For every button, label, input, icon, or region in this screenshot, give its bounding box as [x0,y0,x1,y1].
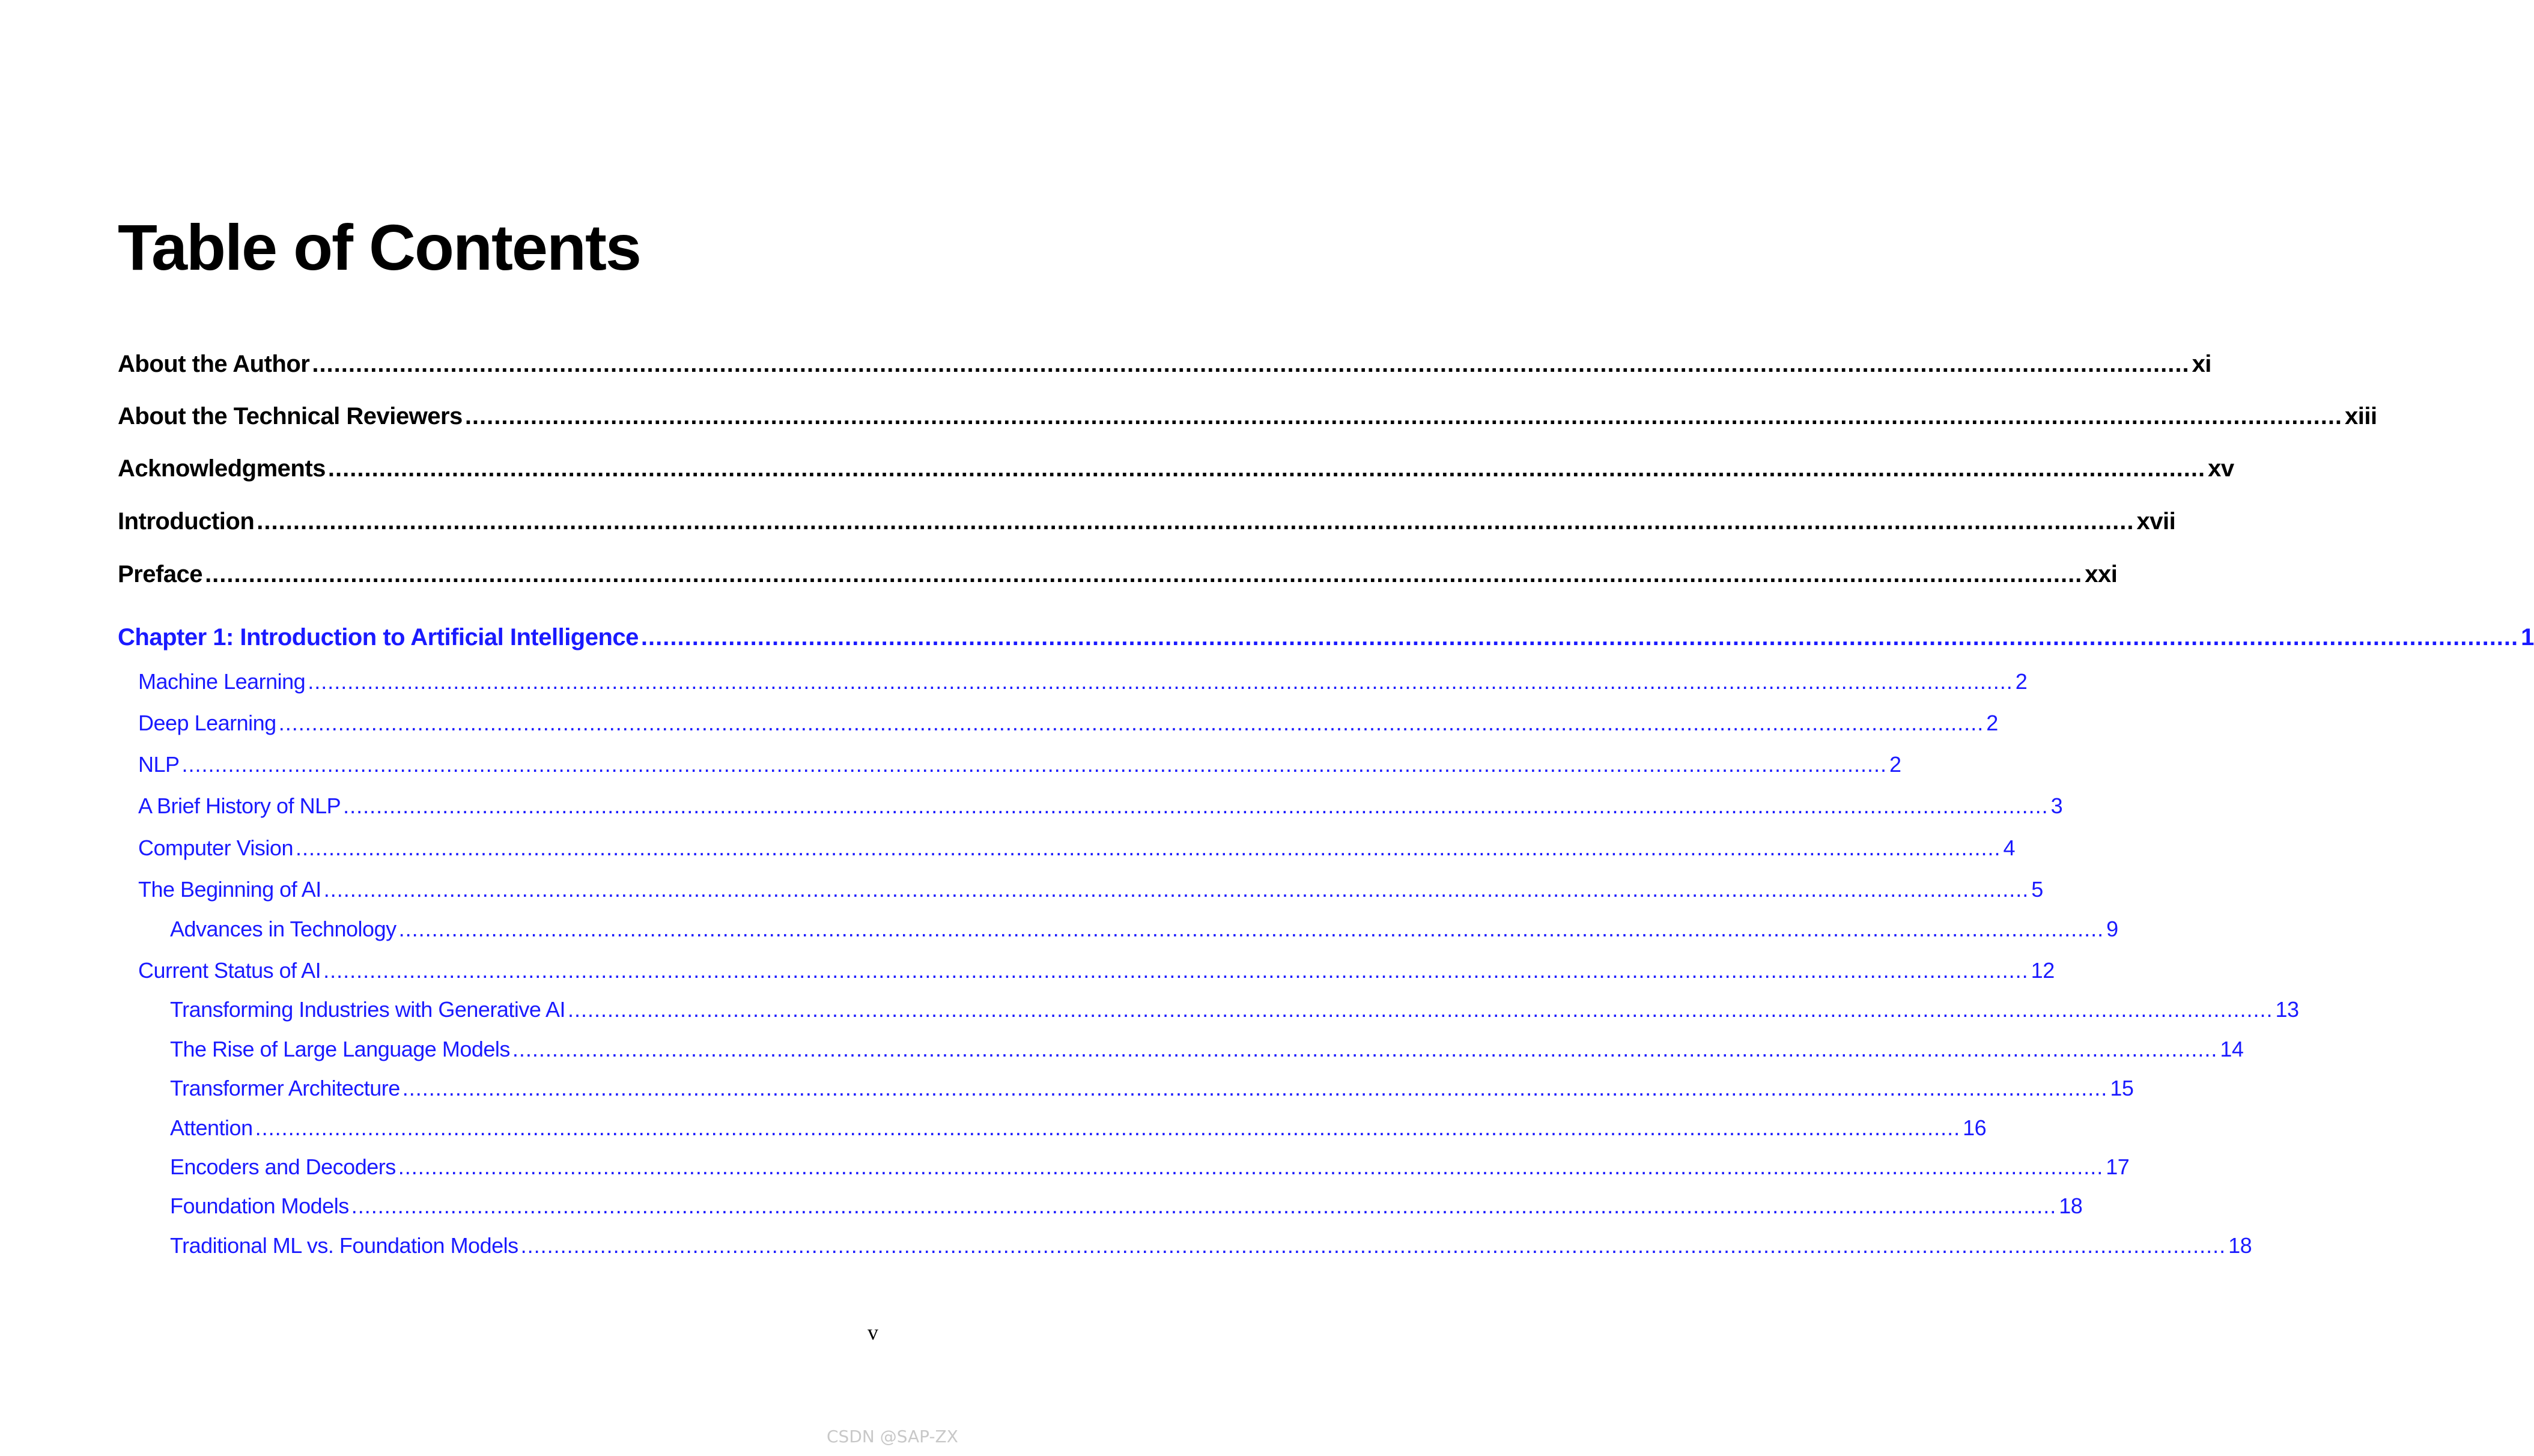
toc-entry-label: Machine Learning [138,669,306,694]
toc-entry-label: Introduction [118,508,255,535]
toc-subsection-link[interactable] [170,1154,2130,1179]
toc-entry-label: Current Status of AI [138,958,321,983]
toc-entry-label: Acknowledgments [118,455,326,482]
dot-leader: .................................................................................................................................................................................................................................................................. [512,1037,2218,1061]
toc-entry-label: About the Technical Reviewers [118,403,463,429]
toc-entry-label: Transforming Industries with Generative AI [170,997,565,1022]
dot-leader: .................................................................................................................................................................................................................................................................. [308,669,2013,694]
toc-subsection-link[interactable] [170,1194,2083,1218]
toc-entry-page: 4 [2003,836,2016,860]
toc-entry-label: Foundation Models [170,1194,349,1218]
dot-leader: .................................................................................................................................................................................................................................................................. [312,351,2190,377]
dot-leader: .................................................................................................................................................................................................................................................................. [343,793,2049,818]
dot-leader: .................................................................................................................................................................................................................................................................. [323,877,2029,902]
toc-entry-label: Advances in Technology [170,917,397,941]
dot-leader: .................................................................................................................................................................................................................................................................. [398,917,2104,941]
toc-subsection-link[interactable] [170,917,2118,941]
page-number: v [867,1320,878,1344]
toc-entry-page: 18 [2059,1194,2083,1218]
dot-leader: .................................................................................................................................................................................................................................................................. [327,455,2206,482]
toc-entry-label: Chapter 1: Introduction to Artificial Intelligence [118,624,639,651]
toc-subsection-link[interactable] [170,1076,2134,1100]
dot-leader: .................................................................................................................................................................................................................................................................. [398,1154,2104,1179]
dot-leader: .................................................................................................................................................................................................................................................................. [351,1194,2057,1218]
dot-leader: .................................................................................................................................................................................................................................................................. [323,958,2029,983]
toc-section-link[interactable] [138,958,2055,983]
toc-entry-about-the-technical-reviewers[interactable] [118,403,2377,429]
toc-section-link[interactable] [138,793,2063,818]
toc-entry-page: xxi [2085,561,2118,587]
toc-section-link[interactable] [138,752,1901,777]
toc-entry-page: 3 [2050,793,2063,818]
dot-leader: .................................................................................................................................................................................................................................................................. [295,836,2001,860]
toc-subsection-link[interactable] [170,1233,2252,1258]
toc-entry-label: The Beginning of AI [138,877,321,902]
page-title: Table of Contents [118,211,640,284]
toc-subsection-link[interactable] [170,997,2299,1022]
toc-subsection-link[interactable] [170,1115,1987,1140]
toc-entry-page: 2 [1986,711,1998,735]
toc-section-link[interactable] [138,836,2016,860]
toc-entry-page: 18 [2228,1233,2252,1258]
toc-entry-page: 5 [2031,877,2043,902]
toc-entry-label: Preface [118,561,203,587]
toc-entry-label: NLP [138,752,180,777]
toc-entry-label: Attention [170,1115,253,1140]
toc-section-link[interactable] [138,669,2028,694]
toc-entry-page: xiii [2345,403,2377,429]
toc-entry-page: 17 [2106,1154,2130,1179]
toc-entry-preface[interactable] [118,561,2118,587]
dot-leader: .................................................................................................................................................................................................................................................................. [520,1233,2226,1258]
toc-entry-page: 12 [2031,958,2055,983]
watermark: CSDN @SAP-ZX [827,1427,958,1446]
toc-entry-label: Transformer Architecture [170,1076,400,1100]
toc-entry-acknowledgments[interactable] [118,455,2234,482]
toc-entry-page: 16 [1963,1115,1987,1140]
toc-entry-about-the-author[interactable] [118,351,2211,377]
toc-entry-page: 1 [2521,624,2534,651]
toc-subsection-link[interactable] [170,1037,2244,1061]
toc-entry-page: 15 [2110,1076,2134,1100]
dot-leader: .................................................................................................................................................................................................................................................................. [567,997,2273,1022]
toc-entry-introduction[interactable] [118,508,2176,535]
toc-section-link[interactable] [138,711,1998,735]
dot-leader: .................................................................................................................................................................................................................................................................. [181,752,1888,777]
toc-entry-page: 2 [1889,752,1901,777]
dot-leader: .................................................................................................................................................................................................................................................................. [278,711,1984,735]
toc-entry-label: Computer Vision [138,836,293,860]
toc-entry-label: Deep Learning [138,711,276,735]
dot-leader: .................................................................................................................................................................................................................................................................. [464,403,2343,429]
toc-entry-page: xvii [2136,508,2176,535]
toc-entry-page: 14 [2220,1037,2244,1061]
toc-entry-page: xi [2192,351,2211,377]
toc-entry-page: 2 [2015,669,2028,694]
dot-leader: .................................................................................................................................................................................................................................................................. [255,1115,1961,1140]
toc-entry-label: The Rise of Large Language Models [170,1037,510,1061]
toc-entry-label: Traditional ML vs. Foundation Models [170,1233,518,1258]
toc-entry-label: A Brief History of NLP [138,793,341,818]
dot-leader: .................................................................................................................................................................................................................................................................. [402,1076,2108,1100]
toc-entry-page: 13 [2275,997,2299,1022]
toc-chapter-1-link[interactable] [118,624,2534,651]
toc-entry-label: Encoders and Decoders [170,1154,396,1179]
dot-leader: .................................................................................................................................................................................................................................................................. [640,624,2519,651]
toc-entry-page: xv [2208,455,2234,482]
dot-leader: .................................................................................................................................................................................................................................................................. [257,508,2134,535]
toc-entry-label: About the Author [118,351,310,377]
toc-entry-page: 9 [2106,917,2118,941]
toc-section-link[interactable] [138,877,2043,902]
dot-leader: .................................................................................................................................................................................................................................................................. [205,561,2083,587]
